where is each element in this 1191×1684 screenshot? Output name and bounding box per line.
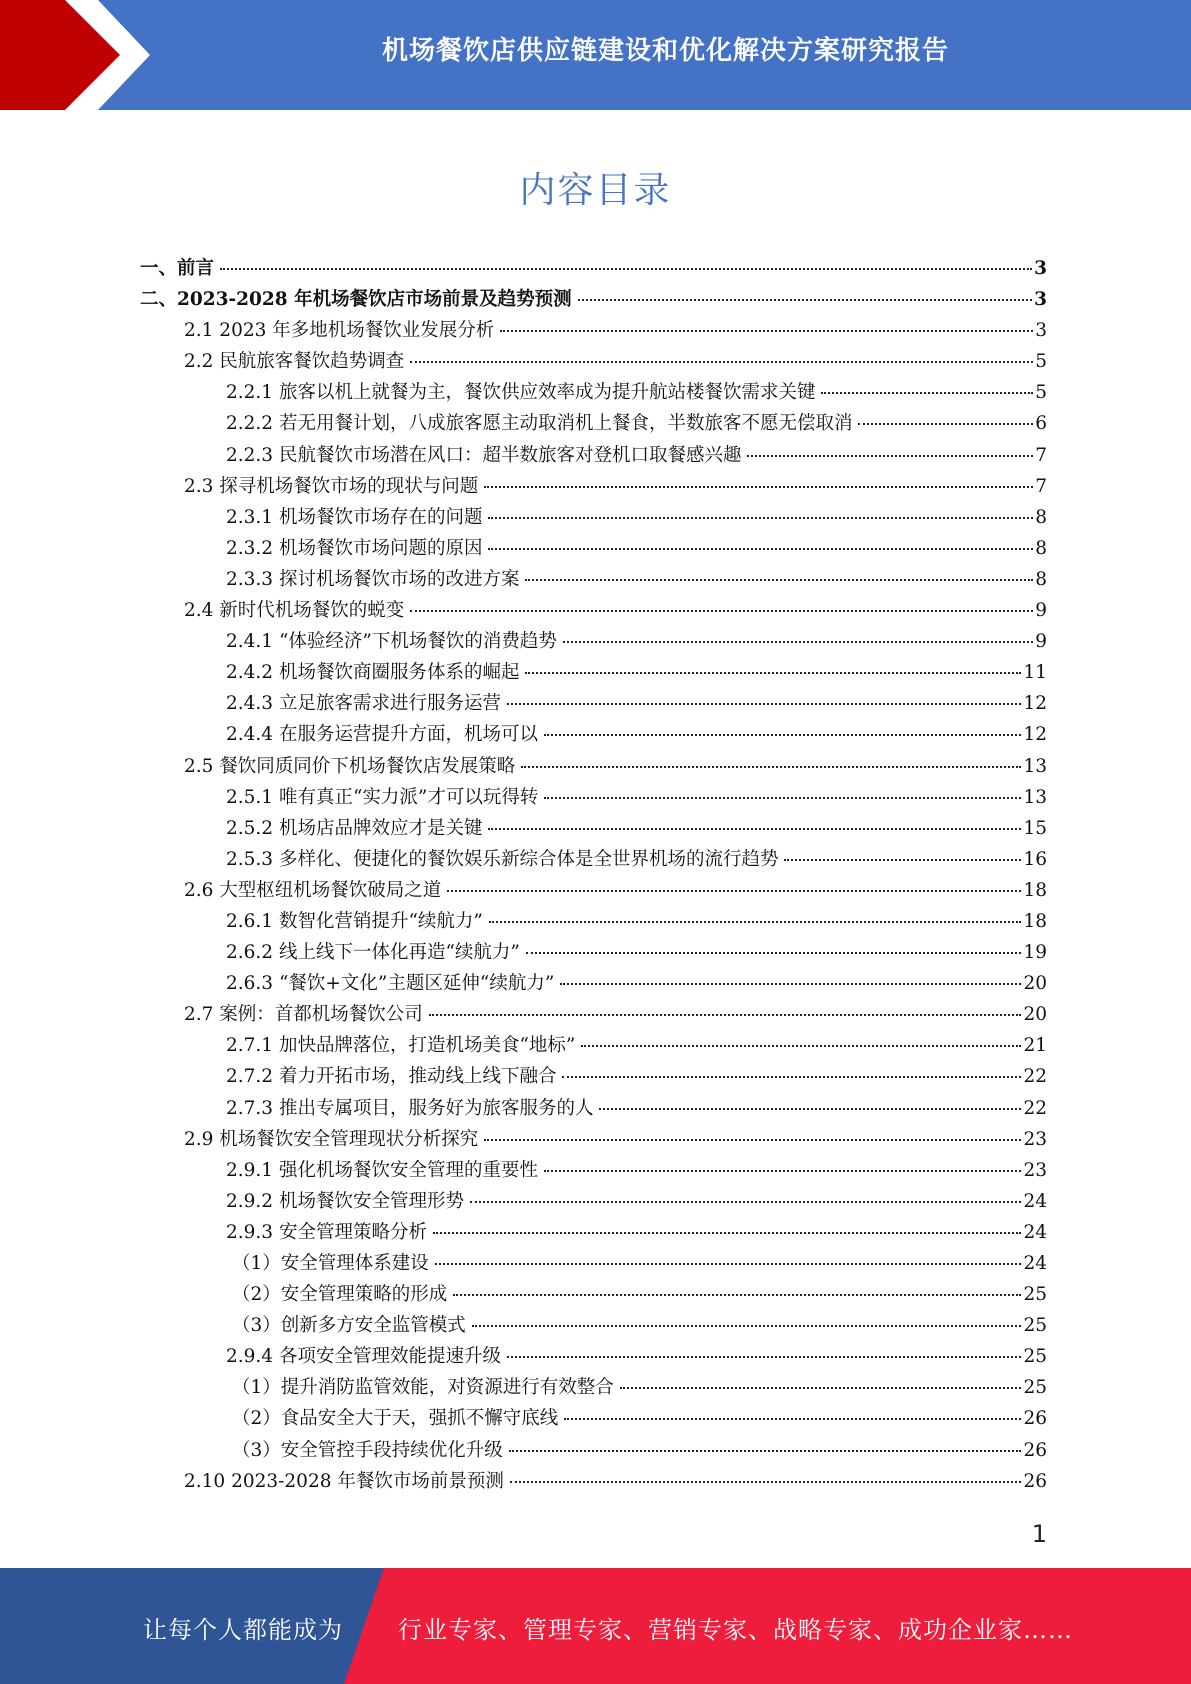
toc-entry-page-number: 5 bbox=[1035, 382, 1047, 404]
toc-entry-title: 2.4 新时代机场餐饮的蜕变 bbox=[184, 600, 405, 622]
toc-entry-title: （2）食品安全大于天，强抓不懈守底线 bbox=[232, 1408, 559, 1430]
toc-entry-page-number: 8 bbox=[1035, 506, 1047, 528]
toc-entry-title: 2.4.2 机场餐饮商圈服务体系的崛起 bbox=[226, 662, 520, 684]
toc-entry-page-number: 13 bbox=[1023, 786, 1047, 808]
toc-dot-leader bbox=[488, 517, 1033, 519]
toc-entry-title: 2.9.4 各项安全管理效能提速升级 bbox=[226, 1346, 501, 1368]
toc-entry-title: 2.2.2 若无用餐计划，八成旅客愿主动取消机上餐食，半数旅客不愿无偿取消 bbox=[226, 413, 853, 435]
toc-entry-title: 2.1 2023 年多地机场餐饮业发展分析 bbox=[184, 320, 495, 342]
toc-entry-title: 2.2.1 旅客以机上就餐为主，餐饮供应效率成为提升航站楼餐饮需求关键 bbox=[226, 382, 816, 404]
toc-entry-title: 2.5.2 机场店品牌效应才是关键 bbox=[226, 817, 483, 839]
footer-slogan-left: 让每个人都能成为 bbox=[143, 1616, 343, 1644]
toc-entry-title: 2.4.4 在服务运营提升方面，机场可以 bbox=[226, 724, 538, 746]
toc-entry-page-number: 12 bbox=[1023, 724, 1047, 746]
toc-entry-title: 2.3.3 探讨机场餐饮市场的改进方案 bbox=[226, 568, 520, 590]
toc-entry-title: 2.10 2023-2028 年餐饮市场前景预测 bbox=[184, 1470, 504, 1492]
toc-entry-page-number: 7 bbox=[1035, 444, 1047, 466]
toc-entry[interactable] bbox=[140, 285, 1047, 316]
toc-entry-title: 2.2 民航旅客餐饮趋势调查 bbox=[184, 351, 405, 373]
toc-entry-title: （3）创新多方安全监管模式 bbox=[232, 1315, 466, 1337]
toc-entry-title: 2.7.3 推出专属项目，服务好为旅客服务的人 bbox=[226, 1097, 594, 1119]
toc-dot-leader bbox=[544, 1170, 1021, 1172]
toc-entry-page-number: 8 bbox=[1035, 568, 1047, 590]
toc-entry-page-number: 26 bbox=[1023, 1470, 1047, 1492]
toc-dot-leader bbox=[525, 579, 1033, 581]
toc-dot-leader bbox=[525, 672, 1021, 674]
report-title: 机场餐饮店供应链建设和优化解决方案研究报告 bbox=[381, 36, 949, 66]
toc-entry[interactable] bbox=[140, 1218, 1047, 1249]
toc-entry[interactable] bbox=[140, 441, 1047, 472]
toc-dot-leader bbox=[410, 361, 1033, 363]
toc-dot-leader bbox=[500, 330, 1033, 332]
toc-entry-page-number: 11 bbox=[1023, 662, 1047, 684]
toc-dot-leader bbox=[507, 1356, 1021, 1358]
toc-entry-page-number: 7 bbox=[1035, 475, 1047, 497]
toc-entry-page-number: 24 bbox=[1023, 1253, 1047, 1274]
toc-entry[interactable] bbox=[140, 658, 1047, 689]
toc-entry[interactable] bbox=[140, 596, 1047, 627]
toc-entry[interactable] bbox=[140, 534, 1047, 565]
toc-entry-title: （3）安全管控手段持续优化升级 bbox=[232, 1439, 503, 1461]
toc-entry-title: （1）安全管理体系建设 bbox=[232, 1253, 429, 1274]
toc-entry[interactable] bbox=[140, 689, 1047, 720]
table-of-contents bbox=[140, 254, 1047, 1498]
toc-dot-leader bbox=[220, 268, 1032, 270]
toc-entry-page-number: 21 bbox=[1023, 1035, 1047, 1057]
toc-entry-title: 2.2.3 民航餐饮市场潜在风口：超半数旅客对登机口取餐感兴趣 bbox=[226, 444, 742, 466]
toc-entry[interactable] bbox=[140, 1094, 1047, 1125]
toc-entry[interactable] bbox=[140, 627, 1047, 658]
toc-entry-page-number: 24 bbox=[1023, 1221, 1047, 1243]
toc-entry[interactable] bbox=[140, 1436, 1047, 1467]
toc-entry-page-number: 20 bbox=[1023, 973, 1047, 995]
toc-dot-leader bbox=[447, 890, 1021, 892]
toc-dot-leader bbox=[620, 1387, 1022, 1389]
toc-dot-leader bbox=[544, 797, 1021, 799]
toc-dot-leader bbox=[472, 1325, 1022, 1327]
toc-entry-title: （1）提升消防监管效能，对资源进行有效整合 bbox=[232, 1377, 614, 1399]
toc-entry[interactable] bbox=[140, 1249, 1047, 1280]
toc-entry-title: 2.6.1 数智化营销提升“续航力” bbox=[226, 910, 483, 932]
toc-dot-leader bbox=[560, 983, 1021, 985]
toc-entry[interactable] bbox=[140, 1125, 1047, 1156]
toc-entry-title: 2.7.1 加快品牌落位，打造机场美食“地标” bbox=[226, 1035, 576, 1057]
toc-entry[interactable] bbox=[140, 720, 1047, 751]
toc-entry[interactable] bbox=[140, 1467, 1047, 1498]
toc-entry-page-number: 18 bbox=[1023, 910, 1047, 932]
toc-entry-page-number: 25 bbox=[1023, 1315, 1047, 1337]
toc-entry-title: 2.9.3 安全管理策略分析 bbox=[226, 1221, 427, 1243]
toc-entry-title: 2.6 大型枢纽机场餐饮破局之道 bbox=[184, 879, 442, 901]
toc-entry-title: 2.4.1 “体验经济”下机场餐饮的消费趋势 bbox=[226, 631, 557, 653]
toc-entry[interactable] bbox=[140, 938, 1047, 969]
toc-dot-leader bbox=[562, 1076, 1021, 1078]
toc-entry-title: 2.5.3 多样化、便捷化的餐饮娱乐新综合体是全世界机场的流行趋势 bbox=[226, 848, 779, 870]
toc-entry-page-number: 12 bbox=[1023, 693, 1047, 715]
toc-dot-leader bbox=[488, 828, 1021, 830]
toc-entry-page-number: 3 bbox=[1035, 320, 1047, 342]
toc-entry-title: （2）安全管理策略的形成 bbox=[232, 1284, 448, 1306]
toc-dot-leader bbox=[564, 1418, 1021, 1420]
toc-entry-page-number: 22 bbox=[1023, 1097, 1047, 1119]
toc-heading: 内容目录 bbox=[519, 170, 672, 211]
toc-entry[interactable] bbox=[140, 409, 1047, 440]
toc-entry-title: 2.9.2 机场餐饮安全管理形势 bbox=[226, 1190, 464, 1212]
toc-entry-title: 2.7 案例：首都机场餐饮公司 bbox=[184, 1004, 423, 1026]
toc-entry-page-number: 5 bbox=[1035, 351, 1047, 373]
toc-dot-leader bbox=[410, 610, 1033, 612]
toc-entry-page-number: 9 bbox=[1035, 631, 1047, 653]
toc-entry-page-number: 3 bbox=[1034, 289, 1047, 311]
toc-entry[interactable] bbox=[140, 1000, 1047, 1031]
toc-dot-leader bbox=[435, 1263, 1022, 1265]
toc-entry-page-number: 13 bbox=[1023, 755, 1047, 777]
toc-entry[interactable] bbox=[140, 254, 1047, 285]
toc-dot-leader bbox=[581, 1045, 1021, 1047]
toc-dot-leader bbox=[526, 952, 1022, 954]
page-number: 1 bbox=[1031, 1520, 1047, 1548]
toc-dot-leader bbox=[489, 921, 1022, 923]
page-footer-banner bbox=[0, 1568, 1191, 1684]
toc-entry[interactable] bbox=[140, 907, 1047, 938]
toc-dot-leader bbox=[858, 423, 1033, 425]
toc-entry-page-number: 26 bbox=[1023, 1439, 1047, 1461]
toc-entry[interactable] bbox=[140, 752, 1047, 783]
toc-entry-page-number: 25 bbox=[1023, 1284, 1047, 1306]
toc-entry[interactable] bbox=[140, 1373, 1047, 1404]
toc-entry-page-number: 15 bbox=[1023, 817, 1047, 839]
toc-dot-leader bbox=[453, 1294, 1021, 1296]
toc-dot-leader bbox=[509, 1450, 1022, 1452]
toc-dot-leader bbox=[521, 766, 1021, 768]
toc-entry-page-number: 8 bbox=[1035, 537, 1047, 559]
toc-dot-leader bbox=[578, 299, 1033, 301]
toc-entry-page-number: 9 bbox=[1035, 600, 1047, 622]
toc-dot-leader bbox=[433, 1232, 1021, 1234]
toc-entry[interactable] bbox=[140, 845, 1047, 876]
toc-entry-title: 2.3 探寻机场餐饮市场的现状与问题 bbox=[184, 475, 479, 497]
toc-entry-title: 二、2023-2028 年机场餐饮店市场前景及趋势预测 bbox=[140, 289, 572, 311]
toc-entry[interactable] bbox=[140, 378, 1047, 409]
toc-dot-leader bbox=[470, 1201, 1021, 1203]
toc-entry[interactable] bbox=[140, 814, 1047, 845]
toc-entry[interactable] bbox=[140, 1311, 1047, 1342]
toc-entry-page-number: 25 bbox=[1023, 1377, 1047, 1399]
toc-dot-leader bbox=[488, 548, 1033, 550]
toc-dot-leader bbox=[429, 1014, 1022, 1016]
toc-entry[interactable] bbox=[140, 969, 1047, 1000]
toc-entry[interactable] bbox=[140, 876, 1047, 907]
toc-entry[interactable] bbox=[140, 347, 1047, 378]
toc-entry-page-number: 25 bbox=[1023, 1346, 1047, 1368]
toc-entry-title: 2.5 餐饮同质同价下机场餐饮店发展策略 bbox=[184, 755, 516, 777]
toc-entry[interactable] bbox=[140, 1342, 1047, 1373]
toc-entry-title: 2.3.2 机场餐饮市场问题的原因 bbox=[226, 537, 483, 559]
toc-dot-leader bbox=[747, 455, 1033, 457]
toc-entry-title: 2.7.2 着力开拓市场，推动线上线下融合 bbox=[226, 1066, 557, 1088]
toc-entry[interactable] bbox=[140, 1187, 1047, 1218]
toc-entry[interactable] bbox=[140, 1062, 1047, 1093]
toc-entry-title: 2.3.1 机场餐饮市场存在的问题 bbox=[226, 506, 483, 528]
toc-dot-leader bbox=[484, 486, 1033, 488]
toc-dot-leader bbox=[544, 734, 1021, 736]
toc-entry-title: 2.6.2 线上线下一体化再造“续航力” bbox=[226, 942, 520, 964]
toc-entry-page-number: 16 bbox=[1023, 848, 1047, 870]
toc-entry-title: 2.6.3 “餐饮+文化”主题区延伸“续航力” bbox=[226, 973, 555, 995]
toc-entry-title: 一、前言 bbox=[140, 258, 215, 279]
toc-entry-page-number: 22 bbox=[1023, 1066, 1047, 1088]
footer-slogan-right: 行业专家、管理专家、营销专家、战略专家、成功企业家…… bbox=[398, 1616, 1073, 1644]
toc-entry[interactable] bbox=[140, 1156, 1047, 1187]
toc-entry[interactable] bbox=[140, 565, 1047, 596]
toc-entry-page-number: 23 bbox=[1023, 1128, 1047, 1150]
toc-entry-page-number: 23 bbox=[1023, 1159, 1047, 1181]
toc-dot-leader bbox=[484, 1139, 1021, 1141]
toc-dot-leader bbox=[821, 392, 1033, 394]
toc-entry-page-number: 3 bbox=[1034, 258, 1047, 279]
toc-dot-leader bbox=[784, 859, 1021, 861]
toc-entry-page-number: 24 bbox=[1023, 1190, 1047, 1212]
toc-entry-title: 2.5.1 唯有真正“实力派”才可以玩得转 bbox=[226, 786, 539, 808]
toc-entry[interactable] bbox=[140, 1280, 1047, 1311]
toc-entry[interactable] bbox=[140, 1404, 1047, 1435]
toc-entry[interactable] bbox=[140, 783, 1047, 814]
toc-entry-page-number: 20 bbox=[1023, 1004, 1047, 1026]
toc-entry-page-number: 18 bbox=[1023, 879, 1047, 901]
toc-entry-title: 2.4.3 立足旅客需求进行服务运营 bbox=[226, 693, 501, 715]
toc-dot-leader bbox=[599, 1108, 1021, 1110]
toc-entry[interactable] bbox=[140, 316, 1047, 347]
toc-entry-title: 2.9.1 强化机场餐饮安全管理的重要性 bbox=[226, 1159, 538, 1181]
toc-entry-page-number: 6 bbox=[1035, 413, 1047, 435]
toc-entry[interactable] bbox=[140, 1031, 1047, 1062]
toc-entry[interactable] bbox=[140, 503, 1047, 534]
toc-dot-leader bbox=[507, 703, 1021, 705]
toc-entry-page-number: 19 bbox=[1023, 942, 1047, 964]
toc-dot-leader bbox=[563, 641, 1033, 643]
toc-dot-leader bbox=[510, 1481, 1022, 1483]
toc-entry[interactable] bbox=[140, 472, 1047, 503]
toc-entry-title: 2.9 机场餐饮安全管理现状分析探究 bbox=[184, 1128, 479, 1150]
page-header-banner bbox=[0, 0, 1191, 110]
toc-entry-page-number: 26 bbox=[1023, 1408, 1047, 1430]
